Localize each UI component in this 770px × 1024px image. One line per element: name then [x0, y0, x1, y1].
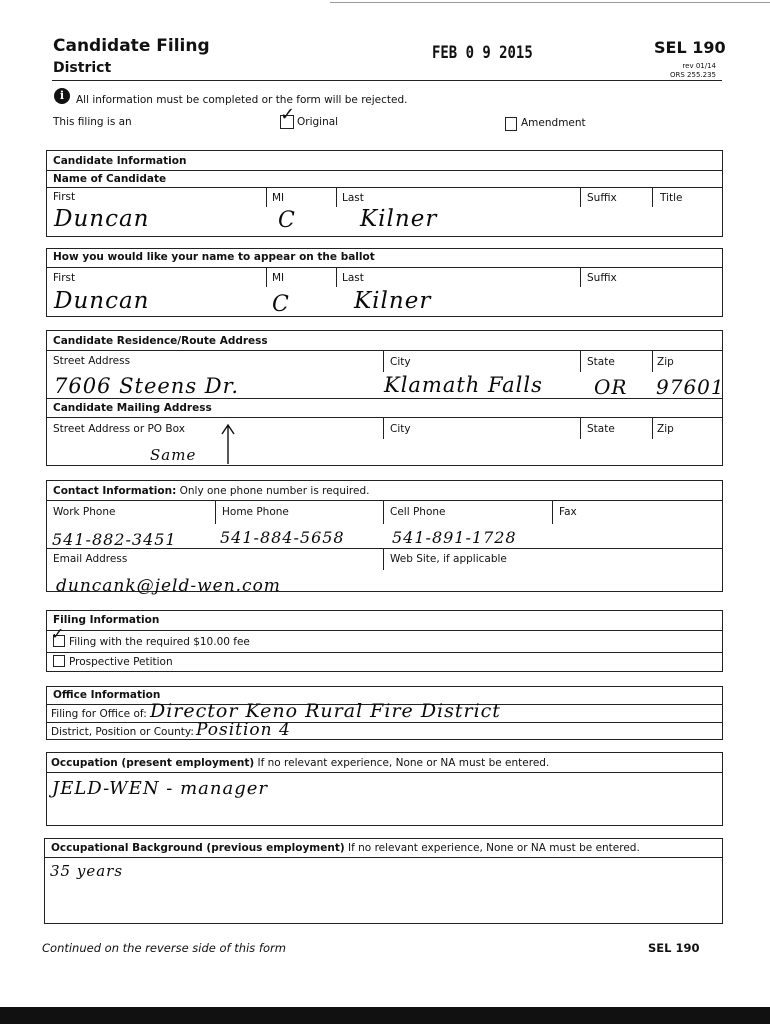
- divider: [383, 548, 384, 570]
- zip-label: Zip: [657, 356, 674, 368]
- form-subtitle: District: [53, 60, 112, 76]
- fee-check-mark: ✓: [51, 624, 65, 643]
- form-title: Candidate Filing: [53, 36, 210, 56]
- website-label: Web Site, if applicable: [390, 553, 507, 565]
- petition-checkbox[interactable]: [53, 655, 65, 667]
- occupation-heading: [51, 758, 549, 769]
- divider: [383, 500, 384, 524]
- ballot-middle-initial[interactable]: C: [272, 292, 290, 317]
- cell-phone-label: Cell Phone: [390, 506, 446, 518]
- ballot-last-name[interactable]: Kilner: [354, 288, 432, 314]
- background-heading: [51, 843, 640, 854]
- residence-street[interactable]: 7606 Steens Dr.: [54, 374, 240, 398]
- divider: [580, 350, 581, 372]
- rule: [46, 187, 723, 188]
- residence-state[interactable]: OR: [594, 375, 628, 399]
- last-label: Last: [342, 192, 364, 204]
- divider: [383, 350, 384, 372]
- divider: [552, 500, 553, 524]
- filing-info-heading: Filing Information: [53, 614, 160, 626]
- original-check-mark: ✓: [280, 104, 296, 125]
- rule: [44, 857, 723, 858]
- original-label: Original: [297, 116, 339, 128]
- rule: [46, 398, 723, 399]
- footer-form-code: SEL 190: [648, 941, 700, 955]
- occupation-heading-note: If no relevant experience, None or NA must be entered.: [257, 757, 550, 769]
- suffix-label: Suffix: [587, 192, 617, 204]
- ballot-mi-label: MI: [272, 272, 285, 284]
- name-of-candidate-heading: Name of Candidate: [53, 173, 167, 185]
- rule: [46, 772, 723, 773]
- divider: [336, 187, 337, 207]
- background-value[interactable]: 35 years: [50, 862, 124, 880]
- amendment-checkbox[interactable]: [505, 117, 517, 131]
- rule: [46, 170, 723, 171]
- ballot-first-name[interactable]: Duncan: [54, 288, 150, 314]
- rejection-notice: All information must be completed or the form will be rejected.: [76, 94, 408, 106]
- divider: [266, 187, 267, 207]
- form-revision: rev 01/14: [682, 62, 716, 70]
- occupation-heading-label: Occupation (present employment): [51, 757, 255, 769]
- mailing-street-label: Street Address or PO Box: [53, 423, 185, 435]
- first-label: First: [53, 191, 76, 203]
- divider: [580, 267, 581, 287]
- rule: [46, 350, 723, 351]
- candidate-info-heading: Candidate Information: [53, 155, 187, 167]
- office-value[interactable]: Director Keno Rural Fire District: [150, 700, 501, 722]
- ballot-name-heading: How you would like your name to appear on the ballot: [53, 251, 375, 263]
- city-label: City: [390, 356, 411, 368]
- mailing-zip-label: Zip: [657, 423, 674, 435]
- rule: [46, 548, 723, 549]
- residence-heading: Candidate Residence/Route Address: [53, 335, 268, 347]
- received-date-stamp: FEB 0 9 2015: [432, 43, 533, 63]
- mailing-state-label: State: [587, 423, 615, 435]
- email-value[interactable]: duncank@jeld-wen.com: [56, 576, 281, 596]
- state-label: State: [587, 356, 615, 368]
- divider: [266, 267, 267, 287]
- divider: [580, 187, 581, 207]
- street-address-label: Street Address: [53, 355, 131, 367]
- rule: [46, 500, 723, 501]
- rule: [46, 630, 723, 631]
- divider: [215, 500, 216, 524]
- ballot-suffix-label: Suffix: [587, 272, 617, 284]
- rule: [46, 722, 723, 723]
- fax-label: Fax: [559, 506, 577, 518]
- background-heading-label: Occupational Background (previous employment): [51, 842, 345, 854]
- divider: [652, 187, 653, 207]
- fee-label: Filing with the required $10.00 fee: [69, 636, 250, 648]
- title-label: Title: [660, 192, 683, 204]
- work-phone-label: Work Phone: [53, 506, 116, 518]
- info-icon: i: [54, 88, 70, 104]
- scan-bottom-edge: [0, 1007, 770, 1024]
- work-phone-value[interactable]: 541-882-3451: [52, 530, 177, 549]
- residence-zip[interactable]: 97601: [656, 375, 725, 399]
- mailing-heading: Candidate Mailing Address: [53, 402, 212, 414]
- contact-heading: [53, 486, 369, 497]
- form-code: SEL 190: [654, 38, 726, 57]
- divider: [383, 417, 384, 439]
- cell-phone-value[interactable]: 541-891-1728: [392, 528, 517, 547]
- contact-heading-label: Contact Information:: [53, 485, 177, 497]
- email-label: Email Address: [53, 553, 128, 565]
- rule: [46, 267, 723, 268]
- background-heading-note: If no relevant experience, None or NA must be entered.: [348, 842, 640, 854]
- filing-type-label: This filing is an: [53, 116, 132, 128]
- scan-top-edge: [330, 2, 770, 3]
- petition-label: Prospective Petition: [69, 656, 173, 668]
- office-info-heading: Office Information: [53, 689, 161, 701]
- ballot-first-label: First: [53, 272, 76, 284]
- home-phone-label: Home Phone: [222, 506, 289, 518]
- rule: [46, 652, 723, 653]
- candidate-middle-initial[interactable]: C: [278, 208, 296, 233]
- position-label: District, Position or County:: [51, 726, 194, 738]
- residence-city[interactable]: Klamath Falls: [384, 373, 543, 397]
- divider: [336, 267, 337, 287]
- divider: [580, 417, 581, 439]
- position-value[interactable]: Position 4: [196, 720, 291, 740]
- same-arrow-icon: [218, 422, 238, 466]
- occupation-value[interactable]: JELD-WEN - manager: [52, 778, 268, 799]
- mailing-street[interactable]: Same: [150, 446, 197, 464]
- divider: [652, 350, 653, 372]
- amendment-label: Amendment: [521, 117, 586, 129]
- ballot-last-label: Last: [342, 272, 364, 284]
- contact-heading-note: Only one phone number is required.: [179, 485, 370, 497]
- divider: [652, 417, 653, 439]
- rule: [46, 417, 723, 418]
- header-rule: [52, 80, 722, 81]
- home-phone-value[interactable]: 541-884-5658: [220, 528, 345, 547]
- form-statute: ORS 255.235: [670, 71, 716, 79]
- candidate-first-name[interactable]: Duncan: [54, 206, 150, 232]
- candidate-last-name[interactable]: Kilner: [360, 206, 438, 232]
- continued-note: Continued on the reverse side of this form: [42, 941, 286, 955]
- office-label: Filing for Office of:: [51, 708, 147, 720]
- mi-label: MI: [272, 192, 285, 204]
- mailing-city-label: City: [390, 423, 411, 435]
